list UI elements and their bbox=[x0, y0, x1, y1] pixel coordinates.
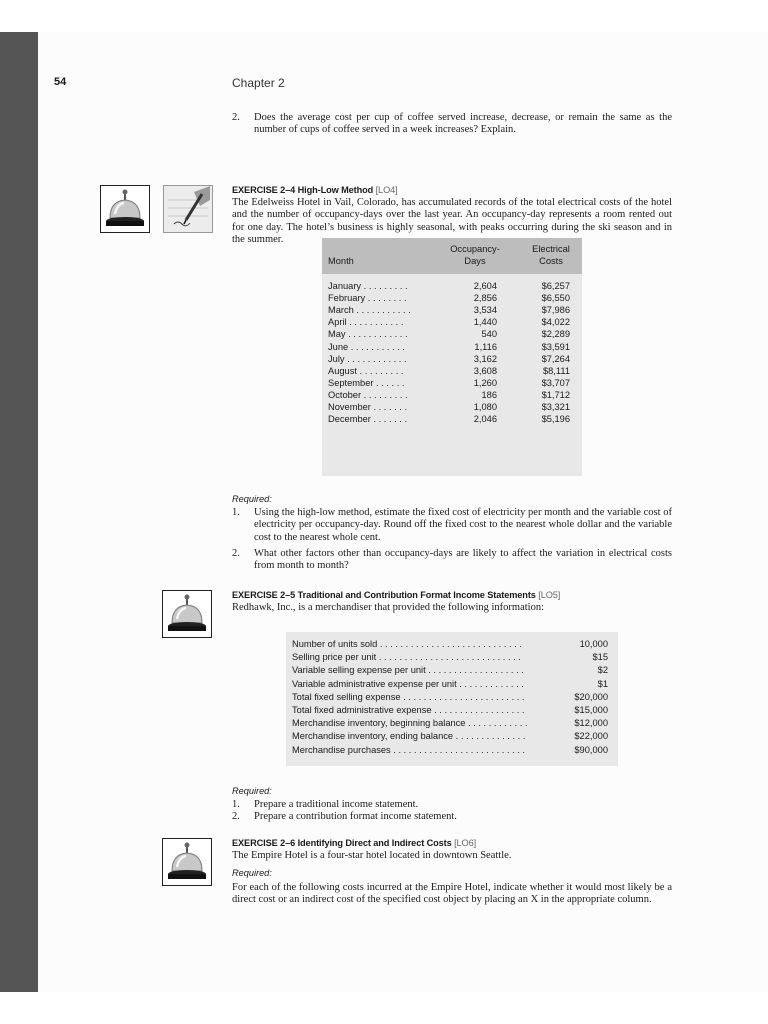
item-label: Merchandise inventory, beginning balance . . . . . . . . . . . . bbox=[292, 718, 528, 729]
table-row bbox=[286, 744, 618, 756]
item-label: Variable selling expense per unit . . . . . . . . . . . . . . . . . . . bbox=[292, 665, 524, 676]
electrical-cost-cell: $6,550 bbox=[541, 293, 570, 304]
table-row bbox=[322, 389, 582, 401]
exercise-2-4-heading bbox=[232, 185, 398, 195]
month-cell: January . . . . . . . . . bbox=[328, 281, 408, 291]
occupancy-days-cell: 1,116 bbox=[474, 341, 497, 352]
item-value: $20,000 bbox=[574, 691, 608, 702]
item-label: Number of units sold . . . . . . . . . . . . . . . . . . . . . . . . . . . . bbox=[292, 639, 522, 649]
table-row bbox=[322, 365, 582, 377]
required-label: Required: bbox=[232, 786, 272, 796]
electrical-cost-cell: $7,986 bbox=[541, 305, 570, 316]
table-row bbox=[322, 341, 582, 353]
table-row bbox=[322, 316, 582, 328]
month-cell: September . . . . . . bbox=[328, 377, 405, 388]
occupancy-days-cell: 1,260 bbox=[473, 377, 497, 388]
bell-icon bbox=[100, 185, 150, 233]
occupancy-days-cell: 2,604 bbox=[473, 281, 497, 291]
table-header bbox=[322, 238, 582, 274]
book-spine bbox=[0, 32, 38, 992]
month-cell: June . . . . . . . . . . . bbox=[328, 341, 405, 352]
item-value: $90,000 bbox=[574, 744, 608, 755]
occupancy-days-cell: 1,080 bbox=[473, 402, 497, 412]
electrical-cost-cell: $4,022 bbox=[541, 317, 570, 328]
page-number: 54 bbox=[54, 76, 67, 88]
header-occupancy-days: Occupancy- Days bbox=[450, 244, 500, 266]
exercise-2-6-intro: The Empire Hotel is a four-star hotel located in downtown Seattle. bbox=[232, 850, 512, 861]
item-label: Merchandise purchases . . . . . . . . . . . . . . . . . . . . . . . . . . bbox=[292, 744, 526, 755]
table-row bbox=[286, 730, 618, 742]
item-value: $12,000 bbox=[574, 718, 608, 729]
table-row bbox=[322, 401, 582, 413]
header-month: Month bbox=[328, 256, 354, 266]
table-row bbox=[286, 717, 618, 729]
occupancy-days-cell: 3,534 bbox=[473, 305, 497, 316]
exercise-2-4-intro: The Edelweiss Hotel in Vail, Colorado, has accumulated records of the total electrical costs of the hotel and the number of occupancy-days over the last year. An occupancy-day represents a room rented out for one day. The hotel’s business is highly seasonal, with peaks occurring during the ski season and in the summer. bbox=[232, 197, 672, 246]
table-row bbox=[286, 691, 618, 703]
question-number: 2. bbox=[232, 112, 240, 123]
table-row bbox=[322, 292, 582, 304]
electrical-cost-cell: $5,196 bbox=[541, 414, 570, 425]
electrical-cost-cell: $8,111 bbox=[542, 365, 570, 376]
table-row bbox=[286, 678, 618, 690]
required-item-2: 2. Prepare a contribution format income statement. bbox=[232, 811, 457, 822]
month-cell: December . . . . . . . bbox=[328, 414, 408, 425]
occupancy-days-cell: 3,162 bbox=[473, 353, 497, 364]
redhawk-data-table bbox=[286, 632, 618, 766]
occupancy-days-cell: 3,608 bbox=[473, 365, 497, 376]
exercise-title: EXERCISE 2–6 Identifying Direct and Indirect Costs bbox=[232, 838, 452, 848]
pen-writing-icon bbox=[163, 185, 213, 233]
table-row bbox=[322, 280, 582, 292]
exercise-2-5-heading bbox=[232, 590, 560, 600]
electrical-cost-cell: $3,591 bbox=[541, 341, 570, 352]
table-row bbox=[322, 328, 582, 340]
month-cell: November . . . . . . . bbox=[328, 402, 408, 412]
table-row bbox=[286, 651, 618, 663]
required-label: Required: bbox=[232, 868, 272, 878]
electrical-cost-cell: $3,321 bbox=[541, 402, 570, 412]
item-value: $15,000 bbox=[574, 705, 608, 715]
bell-icon bbox=[162, 590, 212, 638]
item-label: Selling price per unit . . . . . . . . . . . . . . . . . . . . . . . . . . . . bbox=[292, 652, 521, 663]
item-value: 10,000 bbox=[579, 639, 608, 649]
electrical-cost-cell: $6,257 bbox=[541, 281, 570, 291]
question-text: Does the average cost per cup of coffee served increase, decrease, or remain the same as the number of cups of coffee served in a week increases? Explain. bbox=[254, 112, 672, 136]
month-cell: May . . . . . . . . . . . . bbox=[328, 329, 408, 340]
header-electrical-costs: Electrical Costs bbox=[532, 244, 570, 266]
electrical-cost-cell: $3,707 bbox=[541, 377, 570, 388]
exercise-2-6-required-text: For each of the following costs incurred at the Empire Hotel, indicate whether it would most likely be a direct cost or an indirect cost of the specified cost object by placing an X in the appropriate column. bbox=[232, 882, 672, 906]
month-cell: August . . . . . . . . . bbox=[328, 365, 404, 376]
required-item-2: 2. What other factors other than occupancy-days are likely to affect the variation in electrical costs from month to month? bbox=[232, 548, 672, 572]
occupancy-electrical-table bbox=[322, 238, 582, 476]
required-item-1: 1. Prepare a traditional income statement. bbox=[232, 799, 419, 810]
exercise-2-6-heading bbox=[232, 838, 476, 848]
occupancy-days-cell: 1,440 bbox=[473, 317, 497, 328]
month-cell: October . . . . . . . . . bbox=[328, 389, 408, 400]
electrical-cost-cell: $7,264 bbox=[541, 353, 570, 364]
item-label: Variable administrative expense per unit . . . . . . . . . . . . . bbox=[292, 678, 524, 689]
month-cell: July . . . . . . . . . . . . bbox=[328, 353, 407, 364]
learning-objective: [LO5] bbox=[538, 590, 561, 600]
item-label: Merchandise inventory, ending balance . . . . . . . . . . . . . . bbox=[292, 731, 526, 742]
item-label: Total fixed administrative expense . . . . . . . . . . . . . . . . . . bbox=[292, 705, 525, 715]
textbook-page bbox=[38, 32, 768, 992]
item-value: $1 bbox=[597, 678, 608, 689]
item-value: $2 bbox=[597, 665, 608, 676]
item-label: Total fixed selling expense . . . . . . . . . . . . . . . . . . . . . . . . bbox=[292, 691, 525, 702]
electrical-cost-cell: $2,289 bbox=[541, 329, 570, 340]
occupancy-days-cell: 540 bbox=[481, 329, 497, 340]
table-row bbox=[286, 704, 618, 716]
exercise-2-5-intro: Redhawk, Inc., is a merchandiser that provided the following information: bbox=[232, 602, 545, 613]
table-row bbox=[322, 304, 582, 316]
item-value: $15 bbox=[592, 652, 608, 663]
required-label: Required: bbox=[232, 494, 272, 504]
exercise-title: EXERCISE 2–5 Traditional and Contribution Format Income Statements bbox=[232, 590, 536, 600]
table-row bbox=[286, 664, 618, 676]
table-row bbox=[286, 638, 618, 650]
month-cell: March . . . . . . . . . . . bbox=[328, 305, 411, 316]
occupancy-days-cell: 2,856 bbox=[473, 293, 497, 304]
learning-objective: [LO6] bbox=[454, 838, 477, 848]
table-row bbox=[322, 377, 582, 389]
chapter-title: Chapter 2 bbox=[232, 76, 285, 90]
item-value: $22,000 bbox=[574, 731, 608, 742]
exercise-title: EXERCISE 2–4 High-Low Method bbox=[232, 185, 374, 195]
question-2 bbox=[232, 112, 672, 137]
occupancy-days-cell: 186 bbox=[481, 389, 497, 400]
electrical-cost-cell: $1,712 bbox=[541, 389, 570, 400]
required-item-1: 1. Using the high-low method, estimate the fixed cost of electricity per month and the variable cost of electricity per occupancy-day. Round off the fixed cost to the nearest whole dollar and the variable cost to the nearest whole cent. bbox=[232, 507, 672, 543]
learning-objective: [LO4] bbox=[375, 185, 398, 195]
month-cell: February . . . . . . . . bbox=[328, 293, 407, 304]
month-cell: April . . . . . . . . . . . bbox=[328, 317, 404, 328]
table-row bbox=[322, 413, 582, 425]
table-row bbox=[322, 353, 582, 365]
bell-icon bbox=[162, 838, 212, 886]
occupancy-days-cell: 2,046 bbox=[473, 414, 497, 425]
